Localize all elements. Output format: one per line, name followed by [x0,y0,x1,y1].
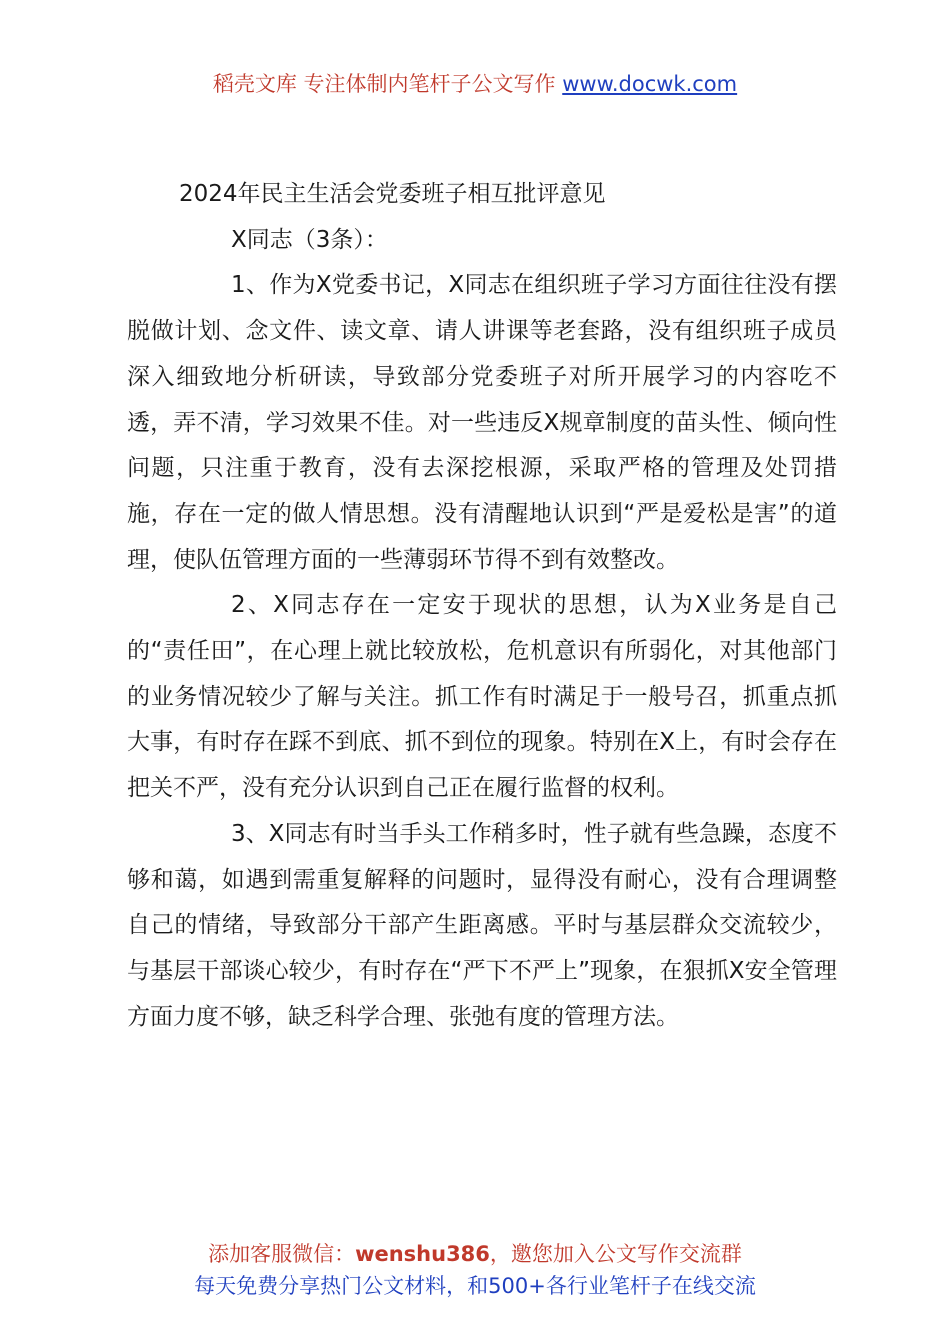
footer-line-2: 每天免费分享热门公文材料，和500+各行业笔杆子在线交流 [194,1274,756,1298]
footer-line-1-suffix: ，邀您加入公文写作交流群 [489,1242,742,1266]
paragraph-3: 3、X同志有时当手头工作稍多时，性子就有些急躁，态度不够和蔼，如遇到需重复解释的问题时，显得没有耐心，没有合理调整自己的情绪，导致部分干部产生距离感。平时与基层群众交流较少，与基层干部谈心较少，有时存在“严下不严上”现象，在狠抓X安全管理方面力度不够，缺乏科学合理、张弛有度的管理方法。 [127,820,837,1030]
footer-wechat-id: wenshu386 [355,1242,490,1266]
footer-banner [0,1238,950,1302]
document-subtitle: X同志（3条）： [231,226,388,253]
footer-line-1-prefix: 添加客服微信： [208,1242,356,1266]
header-brand: 稻壳文库 专注体制内笔杆子公文写作 [212,72,556,96]
document-body [127,172,837,1040]
header-banner [0,68,950,100]
paragraph-2: 2、X同志存在一定安于现状的思想，认为X业务是自己的“责任田”，在心理上就比较放松，危机意识有所弱化，对其他部门的业务情况较少了解与关注。抓工作有时满足于一般号召，抓重点抓大事，有时存在踩不到底、抓不到位的现象。特别在X上，有时会存在把关不严，没有充分认识到自己正在履行监督的权利。 [127,592,837,802]
header-url-link[interactable]: www.docwk.com [562,72,738,96]
document-title: 2024年民主生活会党委班子相互批评意见 [179,181,606,207]
paragraph-1: 1、作为X党委书记，X同志在组织班子学习方面往往没有摆脱做计划、念文件、读文章、请人讲课等老套路，没有组织班子成员深入细致地分析研读，导致部分党委班子对所开展学习的内容吃不透，弄不清，学习效果不佳。对一些违反X规章制度的苗头性、倾向性问题，只注重于教育，没有去深挖根源，采取严格的管理及处罚措施，存在一定的做人情思想。没有清醒地认识到“严是爱松是害”的道理，使队伍管理方面的一些薄弱环节得不到有效整改。 [127,272,837,573]
footer-line-1 [0,1238,950,1270]
